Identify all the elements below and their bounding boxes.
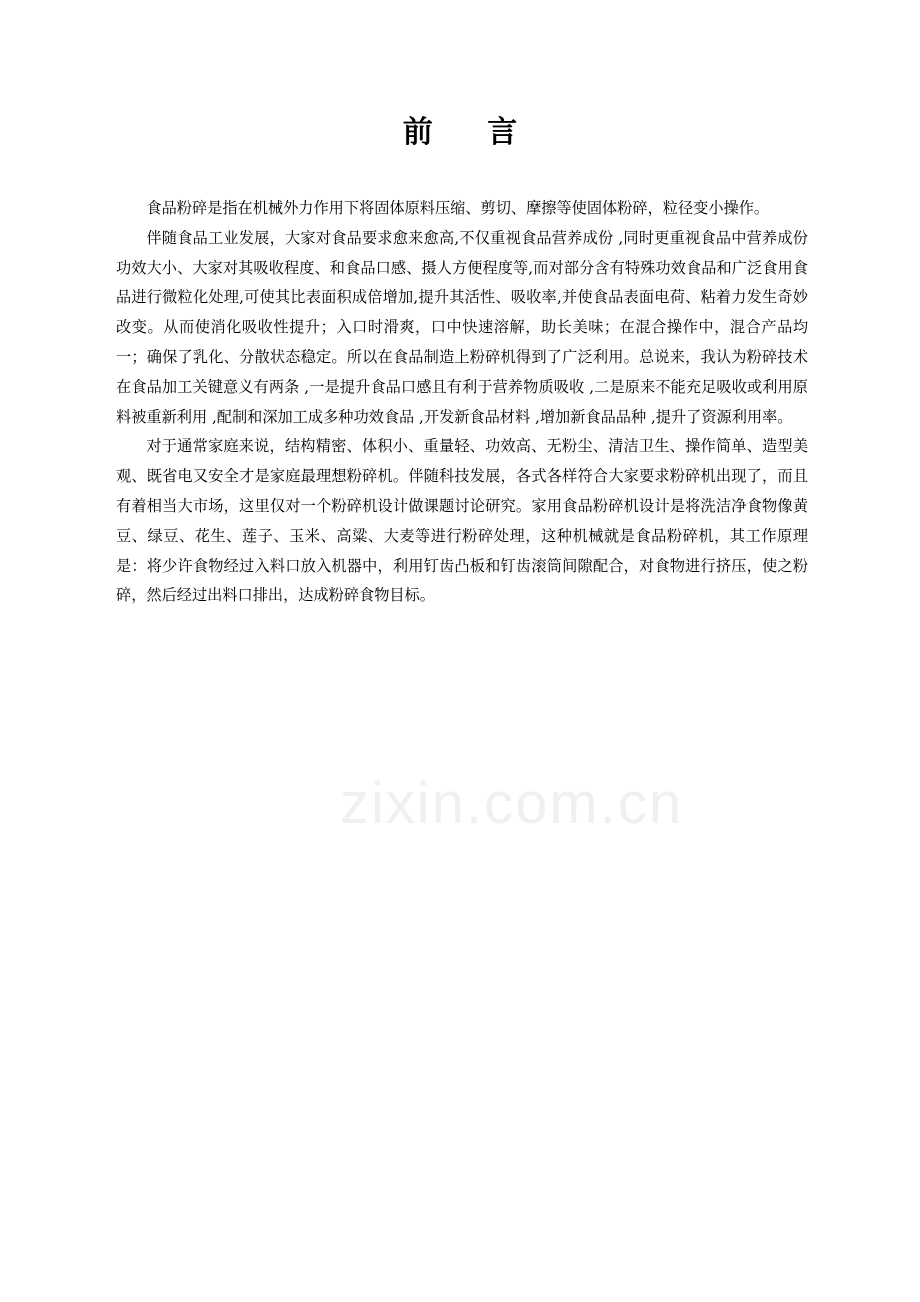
watermark-text: zixin.com.cn (340, 771, 684, 836)
paragraph-development: 伴随食品工业发展，大家对食品要求愈来愈高,不仅重视食品营养成份 ,同时更重视食品中营养成份功效大小、大家对其吸收程度、和食品口感、摄人方便程度等,而对部分含有特殊功效食品和广泛食用食品进行微粒化处理,可使其比表面积成倍增加,提升其活性、吸收率,并使食品表面电荷、粘着力发生奇妙改变。从而使消化吸收性提升；入口时滑爽，口中快速溶解，助长美味；在混合操作中，混合产品均一；确保了乳化、分散状态稳定。所以在食品制造上粉碎机得到了广泛利用。总说来，我认为粉碎技术在食品加工关键意义有两条 ,一是提升食品口感且有利于营养物质吸收 ,二是原来不能充足吸收或利用原料被重新利用 ,配制和深加工成多种功效食品 ,开发新食品材料 ,增加新食品品种 ,提升了资源利用率。 (116, 228, 808, 426)
paragraph-definition: 食品粉碎是指在机械外力作用下将固体原料压缩、剪切、摩擦等使固体粉碎，粒径变小操作。 (146, 199, 770, 217)
document-body (116, 194, 808, 611)
paragraph-household: 对于通常家庭来说，结构精密、体积小、重量轻、功效高、无粉尘、清洁卫生、操作简单、造型美观、既省电又安全才是家庭最理想粉碎机。伴随科技发展，各式各样符合大家要求粉碎机出现了，而且有着相当大市场，这里仅对一个粉碎机设计做课题讨论研究。家用食品粉碎机设计是将洗洁净食物像黄豆、绿豆、花生、莲子、玉米、高粱、大麦等进行粉碎处理，这种机械就是食品粉碎机，其工作原理是：将少许食物经过入料口放入机器中，利用钉齿凸板和钉齿滚筒间隙配合，对食物进行挤压，使之粉碎，然后经过出料口排出，达成粉碎食物目标。 (116, 437, 808, 605)
page-title: 前 言 (402, 115, 540, 150)
